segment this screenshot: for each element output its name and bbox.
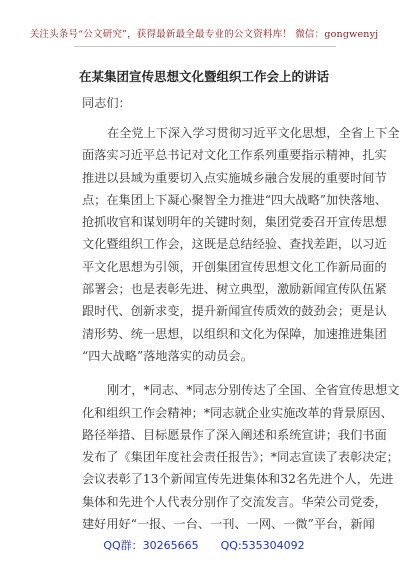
footer-contact [0,537,408,553]
header-divider [74,46,336,47]
text-line: 面落实习近平总书记对文化工作系列重要指示精神，扎实 [82,148,387,163]
text-line: 抢抓收官和谋划明年的关键时刻，集团党委召开宣传思想 [82,215,387,230]
salutation: 同志们： [82,96,131,110]
text-line: 清形势、统一思想，以组织和文化为保障，加速推进集团 [82,326,387,341]
text-line: 点；在集团上下凝心聚智全力推进“四大战略”加快落地、 [82,192,387,207]
text-line: 建好用好“一报、一台、一刊、一网、一微”平台，新闻 [82,517,375,532]
text-line: 平文化思想为引领，开创集团宣传思想文化工作新局面的 [82,259,387,274]
document-title: 在某集团宣传思想文化暨组织工作会上的讲话 [78,69,329,84]
text-line: 发布了《集团年度社会责任报告》；*同志宣读了表彰决定； [82,450,399,465]
text-line: 部署会；也是表彰先进、树立典型，激励新闻宣传队伍紧 [82,282,387,297]
text-line: 化和组织工作会精神；*同志就企业实施改革的背景原因、 [82,405,393,420]
text-line: 路径举措、目标愿景作了深入阐述和系统宣讲；我们书面 [82,427,387,442]
qq-group-text: QQ群：30265665 [103,539,199,552]
text-line: 集体和先进个人代表分别作了交流发言。华荣公司党委， [82,494,387,509]
paragraph-1 [82,122,400,367]
text-line: 推进以县域为重要切入点实施城乡融合发展的重要时间节 [82,170,387,185]
qq-text: QQ:535304092 [220,539,305,552]
text-line: 文化暨组织工作会，这既是总结经验、查找差距，以习近 [82,237,387,252]
text-line: “四大战略”落地落实的动员会。 [82,348,253,363]
text-line: 会议表彰了13个新闻宣传先进集体和32名先进个人，先进 [82,472,394,487]
text-line: 刚才，*同志、*同志分别传达了全国、全省宣传思想文 [107,383,400,398]
paragraph-2 [82,379,400,535]
text-line: 跟时代、创新求变，提升新闻宣传质效的鼓劲会；更是认 [82,304,387,319]
document-body [82,92,400,547]
header-note: 关注头条号“公文研究”，获得最新最全最专业的公文资料库！ 微信：gongwenyj [29,29,379,40]
text-line: 在全党上下深入学习贯彻习近平文化思想，全省上下全 [107,126,400,140]
